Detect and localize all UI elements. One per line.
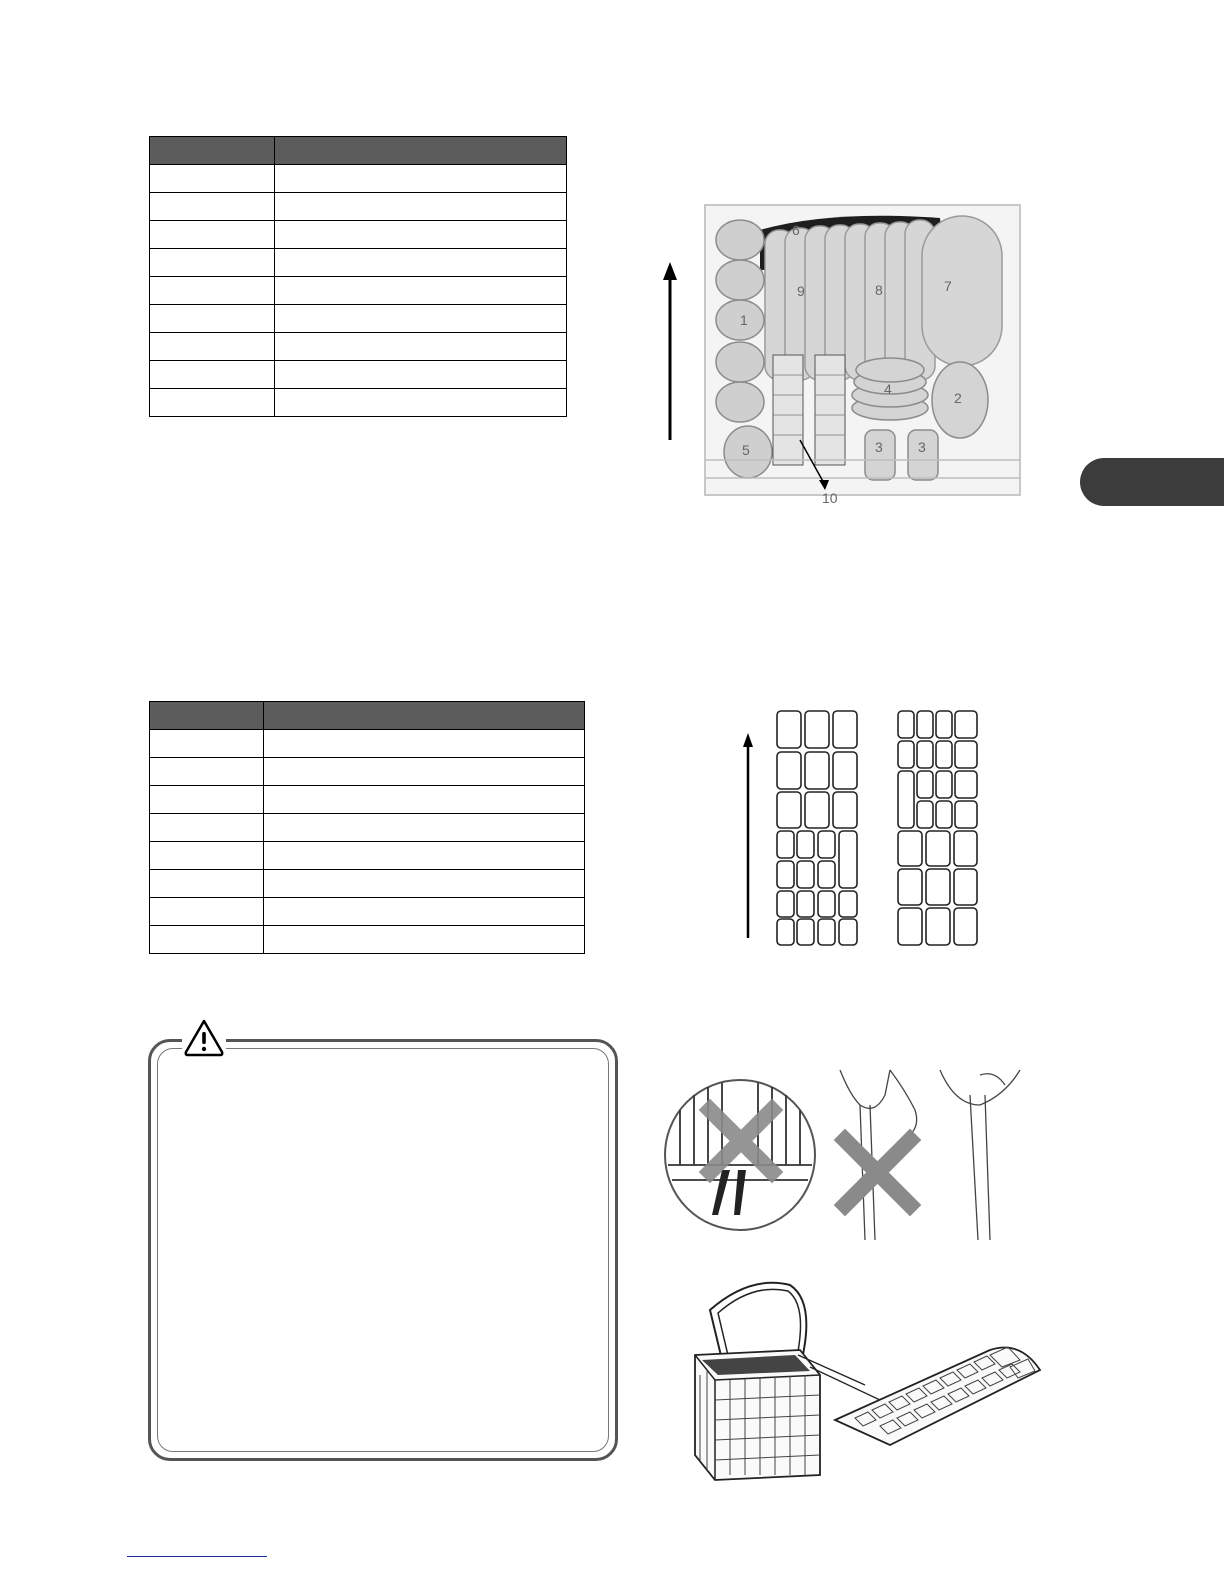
figure-label-1: 1 (740, 312, 748, 328)
upper-basket-illustration (660, 190, 1040, 510)
table-row (150, 842, 585, 870)
table-row (150, 730, 585, 758)
table-row (150, 814, 585, 842)
cutlery-basket-grid-illustration (735, 705, 985, 950)
table-header-cell (264, 702, 585, 730)
figure-label-6: 6 (792, 222, 800, 238)
table-header-row (150, 702, 585, 730)
figure-label-2: 2 (954, 390, 962, 406)
figure-label-10: 10 (822, 490, 838, 506)
table-row (150, 926, 585, 954)
figure-label-7: 7 (944, 278, 952, 294)
table-row (150, 361, 567, 389)
table-row (150, 870, 585, 898)
warning-triangle-icon (182, 1018, 226, 1058)
table-row (150, 389, 567, 417)
table-header-cell (150, 702, 264, 730)
figure-label-9: 9 (797, 283, 805, 299)
cutlery-basket-illustration (690, 1275, 1050, 1500)
figure-label-3a: 3 (875, 439, 883, 455)
table-row (150, 277, 567, 305)
table-row (150, 193, 567, 221)
table-row (150, 898, 585, 926)
figure-label-4: 4 (884, 381, 892, 397)
figure-label-3b: 3 (918, 439, 926, 455)
table-header-cell (275, 137, 567, 165)
table-row (150, 333, 567, 361)
table-row (150, 758, 585, 786)
warning-box (148, 1039, 618, 1461)
table-row (150, 165, 567, 193)
table-row (150, 221, 567, 249)
figure-label-5: 5 (742, 442, 750, 458)
table-header-cell (150, 137, 275, 165)
table-header-row (150, 137, 567, 165)
chapter-tab (1080, 458, 1224, 506)
footer-link-underline (127, 1556, 267, 1557)
upper-basket-table (149, 136, 567, 417)
figure-label-8: 8 (875, 282, 883, 298)
cutlery-table (149, 701, 585, 954)
cutlery-handling-illustration (660, 1065, 1040, 1250)
table-row (150, 305, 567, 333)
table-row (150, 249, 567, 277)
table-row (150, 786, 585, 814)
